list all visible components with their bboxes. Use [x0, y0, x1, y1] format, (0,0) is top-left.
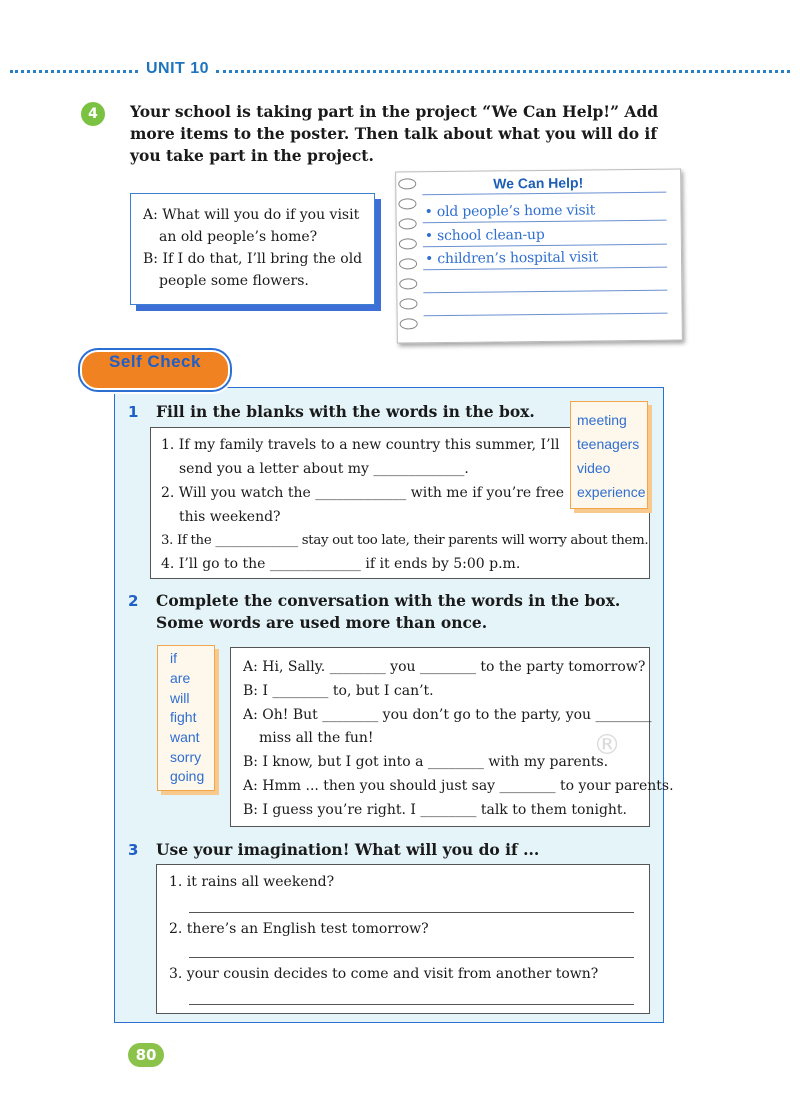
exercise-line: A: Hi, Sally. ________ you ________ to the party tomorrow?: [243, 659, 646, 675]
poster-item: • children’s hospital visit: [424, 249, 598, 268]
question-line: 3. your cousin decides to come and visit from another town?: [169, 966, 599, 982]
word-bank-word: video: [577, 460, 611, 476]
poster-title: We Can Help!: [493, 174, 584, 192]
we-can-help-poster: [395, 169, 683, 344]
header-dotted-rule-left: [10, 70, 138, 73]
exercise-1-number: 1: [128, 403, 139, 421]
exercise-3-instruction: Use your imagination! What will you do if ...: [156, 840, 540, 859]
exercise-line: A: Hmm ... then you should just say ________ to your parents.: [243, 778, 674, 794]
poster-rule: [422, 192, 666, 196]
exercise-2-box: [230, 647, 674, 827]
example-conversation-box: [130, 193, 375, 305]
conversation-line: B: If I do that, I’ll bring the old: [143, 251, 363, 267]
poster-rule: [423, 267, 667, 271]
poster-blank-line[interactable]: [423, 290, 667, 294]
page-number: 80: [128, 1043, 164, 1067]
exercise-2-word-bank: [157, 645, 215, 791]
exercise-line: B: I guess you’re right. I ________ talk to them tonight.: [243, 802, 628, 818]
exercise-line: B: I ________ to, but I can’t.: [243, 683, 434, 699]
activity-4-instruction: Your school is taking part in the project “We Can Help!” Add more items to the poster. Then talk about what you will do if you take part in the project.: [130, 102, 659, 165]
question-line: 2. there’s an English test tomorrow?: [169, 921, 429, 937]
conversation-line: people some flowers.: [159, 273, 309, 289]
word-bank-word: will: [170, 690, 190, 706]
word-bank-word: want: [170, 729, 200, 745]
spiral-ring-icon: [399, 218, 417, 229]
word-bank-word: meeting: [577, 412, 627, 428]
word-bank-word: sorry: [170, 749, 202, 765]
self-check-badge: Self Check: [80, 350, 230, 390]
answer-line[interactable]: [189, 957, 634, 958]
exercise-line: 2. Will you watch the _____________ with me if you’re free: [161, 485, 565, 501]
exercise-line: send you a letter about my _____________.: [179, 461, 469, 477]
answer-line[interactable]: [189, 1004, 634, 1005]
poster-blank-line[interactable]: [424, 313, 668, 317]
poster-rule: [423, 220, 667, 224]
exercise-1-word-bank: [570, 401, 648, 509]
conversation-line: A: What will you do if you visit: [143, 207, 360, 223]
exercise-line: 4. I’ll go to the _____________ if it ends by 5:00 p.m.: [161, 556, 521, 572]
word-bank-word: experience: [577, 484, 646, 500]
exercise-line: miss all the fun!: [259, 730, 374, 746]
answer-line[interactable]: [189, 912, 634, 913]
exercise-line: 3. If the _____________ stay out too late, their parents will worry about them.: [161, 533, 649, 548]
header-dotted-rule-right: [216, 70, 790, 73]
activity-number-badge: 4: [81, 102, 105, 126]
poster-item: • old people’s home visit: [424, 202, 596, 221]
conversation-line: an old people’s home?: [159, 229, 318, 245]
exercise-line: B: I know, but I got into a ________ with my parents.: [243, 754, 609, 770]
spiral-ring-icon: [399, 238, 417, 249]
word-bank-word: fight: [170, 709, 197, 725]
spiral-ring-icon: [400, 318, 418, 329]
word-bank-word: teenagers: [577, 436, 640, 452]
exercise-line: A: Oh! But ________ you don’t go to the party, you ________: [243, 707, 652, 723]
poster-item: • school clean-up: [424, 226, 545, 245]
poster-rule: [423, 244, 667, 248]
word-bank-word: going: [170, 768, 205, 784]
exercise-3-box: [156, 864, 650, 1014]
spiral-ring-icon: [398, 198, 416, 209]
spiral-ring-icon: [399, 258, 417, 269]
word-bank-word: are: [170, 670, 191, 686]
unit-label: UNIT 10: [146, 60, 210, 77]
exercise-line: 1. If my family travels to a new country this summer, I’ll: [161, 437, 560, 453]
spiral-ring-icon: [399, 278, 417, 289]
spiral-ring-icon: [399, 298, 417, 309]
exercise-2-number: 2: [128, 592, 139, 610]
registered-watermark-icon: ®: [593, 728, 621, 761]
word-bank-word: if: [170, 650, 177, 666]
question-line: 1. it rains all weekend?: [169, 874, 335, 890]
exercise-line: this weekend?: [179, 509, 281, 525]
exercise-1-instruction: Fill in the blanks with the words in the box.: [156, 402, 535, 421]
exercise-2-instruction: Complete the conversation with the words in the box. Some words are used more than once.: [156, 591, 621, 632]
exercise-3-number: 3: [128, 841, 139, 859]
